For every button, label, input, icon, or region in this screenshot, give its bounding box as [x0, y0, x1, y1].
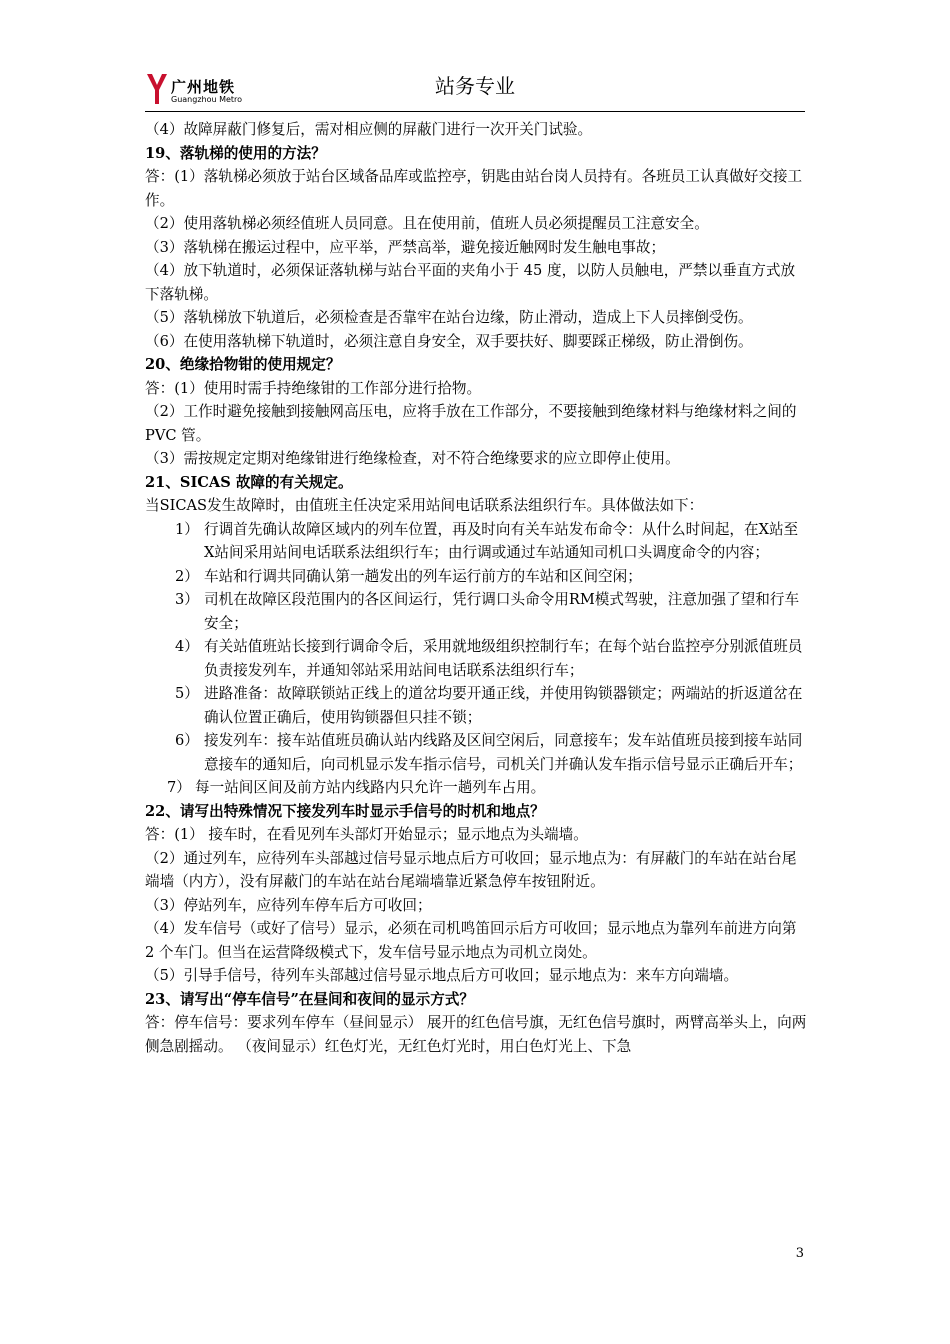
question-heading	[145, 800, 807, 824]
header-title: 站务专业	[435, 74, 515, 98]
paragraph: （4）故障屏蔽门修复后，需对相应侧的屏蔽门进行一次开关门试验。	[145, 121, 593, 138]
list-item-number: 5）	[175, 685, 199, 702]
page-header	[145, 66, 805, 112]
list-item-number: 1）	[175, 520, 199, 538]
paragraph: （3）落轨梯在搬运过程中，应平举，严禁高举，避免接近触网时发生触电事故；	[145, 238, 666, 256]
paragraph: （6）在使用落轨梯下轨道时，必须注意自身安全，双手要扶好、脚要踩正梯级，防止滑倒伤。	[145, 332, 753, 350]
page-number: 3	[795, 1246, 804, 1261]
list-item-text: 进路准备：故障联锁站正线上的道岔均要开通正线，并使用钩锁器锁定；两端站的折返道岔在确认位置正确后，使用钩锁器但只挂不锁；	[204, 685, 803, 726]
question-heading	[145, 353, 807, 377]
paragraph: （2）工作时避免接触到接触网高压电，应将手放在工作部分，不要接触到绝缘材料与绝缘材料之间的 PVC 管。	[145, 403, 797, 444]
list-item	[145, 518, 807, 565]
paragraph: （2）使用落轨梯必须经值班人员同意。且在使用前，值班人员必须提醒员工注意安全。	[145, 215, 709, 232]
paragraph: 当SICAS发生故障时，由值班主任决定采用站间电话联系法组织行车。具体做法如下：	[145, 497, 704, 514]
list-item-number: 4）	[175, 638, 199, 655]
list-item	[145, 565, 807, 589]
list-item	[145, 729, 807, 776]
header-divider	[145, 111, 805, 112]
paragraph: （4）发车信号（或好了信号）显示，必须在司机鸣笛回示后方可收回；显示地点为靠列车前进方向第 2 个车门。但当在运营降级模式下，发车信号显示地点为司机立岗处。	[145, 920, 797, 961]
question-number: 23	[145, 990, 166, 1008]
metro-logo-icon	[145, 72, 169, 106]
paragraph: （5）落轨梯放下轨道后，必须检查是否靠牢在站台边缘，防止滑动，造成上下人员摔倒受伤。	[145, 309, 753, 326]
list-item	[145, 635, 807, 682]
question-heading	[145, 142, 807, 166]
list-item-number: 7）	[167, 779, 191, 796]
list-item-text: 有关站值班站长接到行调命令后，采用就地级组织控制行车；在每个站台监控亭分别派值班员负责接发列车，并通知邻站采用站间电话联系法组织行车；	[204, 638, 803, 679]
paragraph: （2）通过列车，应待列车头部越过信号显示地点后方可收回；显示地点为：有屏蔽门的车站在站台尾端墙（内方），没有屏蔽门的车站在站台尾端墙靠近紧急停车按钮附近。	[145, 849, 797, 890]
paragraph: 答：(1） 接车时，在看见列车头部灯开始显示；显示地点为头端墙。	[145, 826, 588, 843]
question-text: 、SICAS 故障的有关规定。	[165, 473, 353, 491]
question-heading	[145, 471, 807, 495]
paragraph: （3）停站列车，应待列车停车后方可收回；	[145, 896, 432, 914]
list-item-number: 6）	[175, 732, 199, 749]
paragraph: （3）需按规定定期对绝缘钳进行绝缘检查，对不符合绝缘要求的应立即停止使用。	[145, 450, 680, 467]
list-item	[145, 682, 807, 729]
question-text: 、绝缘拾物钳的使用规定？	[165, 356, 341, 373]
logo-english-text: Guangzhou Metro	[171, 95, 243, 104]
question-text: 、请写出“停车信号”在昼间和夜间的显示方式？	[165, 990, 474, 1008]
paragraph: （4）放下轨道时，必须保证落轨梯与站台平面的夹角小于 45 度，以防人员触电，严禁以垂直方式放下落轨梯。	[145, 262, 796, 303]
paragraph: （5）引导手信号，待列车头部越过信号显示地点后方可收回；显示地点为：来车方向端墙。	[145, 967, 739, 984]
question-heading	[145, 988, 807, 1012]
list-item-text: 行调首先确认故障区域内的列车位置，再及时向有关车站发布命令：从什么时间起，在X站至X站间采用站间电话联系法组织行车；由行调或通过车站通知司机口头调度命令的内容；	[204, 520, 799, 561]
paragraph: 答：(1）使用时需手持绝缘钳的工作部分进行拾物。	[145, 379, 482, 397]
question-text: 、请写出特殊情况下接发列车时显示手信号的时机和地点？	[165, 802, 545, 820]
list-item	[145, 776, 807, 800]
paragraph: 答：(1）落轨梯必须放于站台区域备品库或监控亭，钥匙由站台岗人员持有。各班员工认真做好交接工作。	[145, 168, 803, 209]
document-body	[145, 118, 807, 1058]
list-item-text: 每一站间区间及前方站内线路内只允许一趟列车占用。	[195, 779, 546, 796]
question-number: 19	[145, 144, 166, 162]
question-number: 22	[145, 802, 166, 820]
metro-logo	[145, 72, 255, 108]
list-item-number: 3）	[175, 591, 199, 608]
question-number: 20	[145, 356, 166, 373]
question-number: 21	[145, 473, 166, 491]
paragraph: 答：停车信号：要求列车停车（昼间显示） 展开的红色信号旗，无红色信号旗时，两臂高举头上，向两侧急剧摇动。 （夜间显示）红色灯光，无红色灯光时，用白色灯光上、下急	[145, 1014, 807, 1055]
list-item-text: 车站和行调共同确认第一趟发出的列车运行前方的车站和区间空闲；	[204, 567, 642, 585]
logo-chinese-text: 广州地铁	[171, 78, 236, 96]
list-item-text: 司机在故障区段范围内的各区间运行，凭行调口头命令用RM模式驾驶，注意加强了望和行车安全；	[204, 591, 800, 632]
list-item-number: 2）	[175, 567, 199, 585]
question-text: 、落轨梯的使用的方法？	[165, 144, 326, 162]
list-item-text: 接发列车：接车站值班员确认站内线路及区间空闲后，同意接车；发车站值班员接到接车站同意接车的通知后，向司机显示发车指示信号，司机关门并确认发车指示信号显示正确后开车；	[204, 732, 803, 773]
list-item	[145, 588, 807, 635]
